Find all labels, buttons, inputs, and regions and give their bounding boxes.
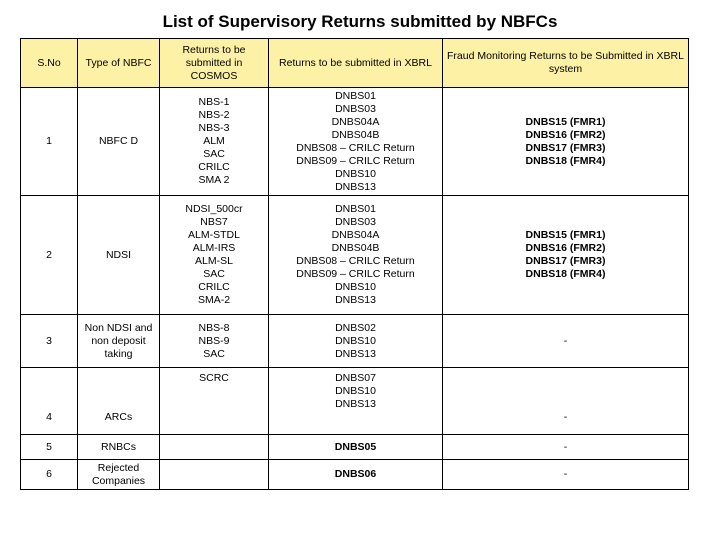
cell-type: NBFC D <box>78 88 160 196</box>
return-code: NBS-8 <box>198 321 230 334</box>
cell-cosmos <box>160 460 269 490</box>
cell-xbrl <box>269 435 443 460</box>
return-code: SCRC <box>199 372 229 384</box>
cell-fraud <box>443 460 689 490</box>
cell-type: Non NDSI and non deposit taking <box>78 315 160 368</box>
return-code: SAC <box>203 148 225 160</box>
cell-fraud <box>443 368 689 435</box>
return-code: DNBS04A <box>331 115 380 128</box>
return-code: NBS-1 <box>198 96 230 108</box>
return-code: ALM <box>203 135 225 147</box>
return-code: ALM-IRS <box>192 242 236 254</box>
table-row <box>21 88 689 196</box>
return-code: - <box>563 440 568 453</box>
return-code: DNBS03 <box>335 216 376 228</box>
return-code: NBS7 <box>200 216 228 228</box>
return-code: DNBS13 <box>335 180 376 193</box>
cell-cosmos <box>160 196 269 315</box>
page-title: List of Supervisory Returns submitted by NBFCs <box>162 12 558 31</box>
cell-sno: 5 <box>21 435 78 460</box>
cell-sno: 3 <box>21 315 78 368</box>
header-xbrl: Returns to be submitted in XBRL <box>269 39 443 88</box>
table-row <box>21 435 689 460</box>
return-code: - <box>563 334 568 347</box>
return-code: ALM-SL <box>195 255 233 267</box>
cell-sno: 6 <box>21 460 78 490</box>
return-code: DNBS10 <box>335 167 376 180</box>
cell-xbrl <box>269 460 443 490</box>
return-code: NBS-2 <box>198 109 230 121</box>
cell-cosmos <box>160 368 269 435</box>
return-code: DNBS04A <box>331 229 380 241</box>
table-row <box>21 368 689 435</box>
return-code: DNBS13 <box>335 294 376 306</box>
return-code: DNBS10 <box>335 281 376 293</box>
return-code: DNBS08 – CRILC Return <box>296 255 415 267</box>
returns-table <box>20 38 689 490</box>
table-row <box>21 460 689 490</box>
cell-xbrl <box>269 368 443 435</box>
return-code: DNBS18 (FMR4) <box>525 154 606 167</box>
return-code: DNBS15 (FMR1) <box>525 229 606 241</box>
return-code: SMA 2 <box>198 174 230 186</box>
return-code: DNBS04B <box>331 242 380 254</box>
return-code: DNBS17 (FMR3) <box>525 255 606 267</box>
return-code: NBS-3 <box>198 122 230 134</box>
return-code: DNBS07 <box>335 372 376 384</box>
cell-cosmos <box>160 315 269 368</box>
return-code: SAC <box>203 347 225 360</box>
return-code: DNBS13 <box>335 347 376 360</box>
return-code: DNBS10 <box>335 334 376 347</box>
cell-type: NDSI <box>78 196 160 315</box>
return-code: DNBS06 <box>334 468 377 480</box>
header-row <box>21 39 689 88</box>
return-code: - <box>563 468 568 480</box>
cell-type: RNBCs <box>78 435 160 460</box>
header-fraud: Fraud Monitoring Returns to be Submitted in XBRL system <box>443 39 689 88</box>
header-type: Type of NBFC <box>78 39 160 88</box>
return-code: DNBS13 <box>335 398 376 410</box>
cell-xbrl <box>269 88 443 196</box>
return-code: DNBS10 <box>335 385 376 397</box>
return-code: NDSI_500cr <box>185 203 243 215</box>
return-code: DNBS09 – CRILC Return <box>296 268 415 280</box>
cell-cosmos <box>160 435 269 460</box>
cell-fraud <box>443 315 689 368</box>
return-code: SMA-2 <box>197 294 231 306</box>
return-code: DNBS01 <box>335 203 376 215</box>
cell-fraud <box>443 88 689 196</box>
return-code: DNBS02 <box>335 321 376 334</box>
return-code: NBS-9 <box>198 334 230 347</box>
cell-cosmos <box>160 88 269 196</box>
return-code: CRILC <box>198 281 230 293</box>
return-code: DNBS17 (FMR3) <box>525 141 606 154</box>
cell-xbrl <box>269 196 443 315</box>
return-code: - <box>563 411 568 423</box>
cell-sno: 4 <box>21 368 78 435</box>
cell-fraud <box>443 435 689 460</box>
cell-sno: 2 <box>21 196 78 315</box>
return-code: DNBS03 <box>335 102 376 115</box>
return-code: DNBS05 <box>334 440 377 453</box>
header-cosmos: Returns to be submitted in COSMOS <box>160 39 269 88</box>
return-code: DNBS01 <box>335 89 376 102</box>
table-row <box>21 315 689 368</box>
return-code: DNBS15 (FMR1) <box>525 115 606 128</box>
cell-fraud <box>443 196 689 315</box>
header-sno: S.No <box>21 39 78 88</box>
return-code: CRILC <box>198 161 230 173</box>
table-row <box>21 196 689 315</box>
cell-type: ARCs <box>78 368 160 435</box>
return-code: DNBS08 – CRILC Return <box>296 141 415 154</box>
return-code: DNBS16 (FMR2) <box>525 128 606 141</box>
return-code: SAC <box>203 268 225 280</box>
return-code: DNBS18 (FMR4) <box>525 268 606 280</box>
return-code: DNBS04B <box>331 128 380 141</box>
return-code: DNBS09 – CRILC Return <box>296 154 415 167</box>
return-code: ALM-STDL <box>188 229 240 241</box>
cell-type: Rejected Companies <box>78 460 160 490</box>
cell-xbrl <box>269 315 443 368</box>
return-code: DNBS16 (FMR2) <box>525 242 606 254</box>
cell-sno: 1 <box>21 88 78 196</box>
